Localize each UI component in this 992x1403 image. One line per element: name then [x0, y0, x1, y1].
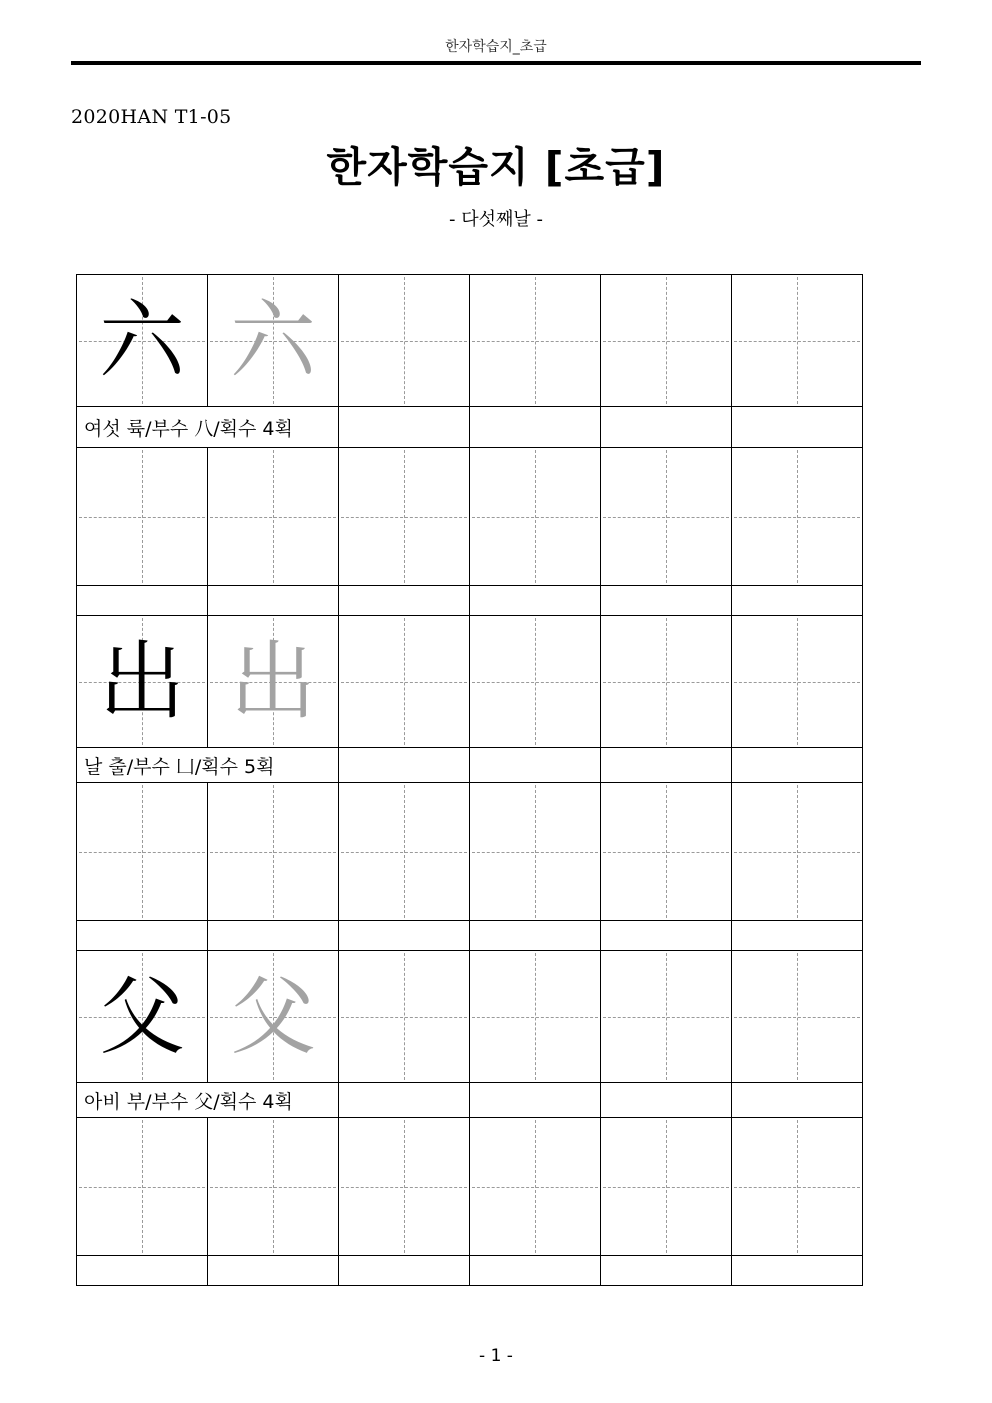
running-header: 한자학습지_초급 [445, 39, 547, 55]
info-blank-cell [732, 1083, 863, 1118]
page-subtitle: - 다섯째날 - [449, 209, 543, 230]
hanja-info: 아비 부/부수 父/획수 4획 [77, 1083, 339, 1118]
document-code: 2020HAN T1-05 [71, 106, 232, 128]
writing-cell[interactable] [339, 275, 470, 407]
practice-row [77, 783, 863, 921]
hanja-info: 날 출/부수 凵/획수 5획 [77, 748, 339, 783]
gap-cell [732, 1256, 863, 1286]
practice-row [77, 448, 863, 586]
writing-cell[interactable] [470, 1118, 601, 1256]
writing-cell[interactable] [732, 783, 863, 921]
trace-hanja: 六 [230, 290, 316, 391]
info-blank-cell [601, 1083, 732, 1118]
gap-row [77, 586, 863, 616]
gap-cell [470, 586, 601, 616]
info-row [77, 407, 863, 448]
gap-cell [732, 921, 863, 951]
writing-cell[interactable] [601, 783, 732, 921]
info-blank-cell [732, 748, 863, 783]
info-blank-cell [470, 407, 601, 448]
writing-cell[interactable] [339, 616, 470, 748]
writing-cell[interactable] [77, 448, 208, 586]
model-hanja: 父 [99, 966, 185, 1067]
model-row [77, 275, 863, 407]
writing-cell[interactable] [601, 275, 732, 407]
gap-cell [601, 1256, 732, 1286]
gap-cell [470, 921, 601, 951]
writing-cell[interactable] [470, 951, 601, 1083]
practice-sheet [76, 274, 863, 1286]
trace-cell [208, 616, 339, 748]
writing-cell[interactable] [339, 1118, 470, 1256]
hanja-info: 여섯 륙/부수 八/획수 4획 [77, 407, 339, 448]
writing-cell[interactable] [470, 275, 601, 407]
trace-cell [208, 275, 339, 407]
info-blank-cell [601, 407, 732, 448]
gap-cell [208, 1256, 339, 1286]
info-blank-cell [339, 1083, 470, 1118]
model-row [77, 616, 863, 748]
writing-cell[interactable] [601, 616, 732, 748]
writing-cell[interactable] [732, 448, 863, 586]
model-cell [77, 616, 208, 748]
gap-row [77, 921, 863, 951]
trace-cell [208, 951, 339, 1083]
page-number: - 1 - [479, 1346, 513, 1366]
info-row [77, 748, 863, 783]
gap-cell [208, 921, 339, 951]
writing-cell[interactable] [339, 448, 470, 586]
info-blank-cell [732, 407, 863, 448]
info-blank-cell [339, 748, 470, 783]
gap-cell [601, 921, 732, 951]
practice-row [77, 1118, 863, 1256]
model-cell [77, 951, 208, 1083]
gap-cell [77, 586, 208, 616]
info-blank-cell [601, 748, 732, 783]
gap-cell [470, 1256, 601, 1286]
gap-cell [601, 586, 732, 616]
writing-cell[interactable] [732, 275, 863, 407]
writing-cell[interactable] [732, 951, 863, 1083]
writing-cell[interactable] [470, 783, 601, 921]
header-rule [71, 61, 921, 65]
writing-cell[interactable] [601, 1118, 732, 1256]
writing-cell[interactable] [470, 448, 601, 586]
gap-cell [77, 921, 208, 951]
info-row [77, 1083, 863, 1118]
model-cell [77, 275, 208, 407]
page-title: 한자학습지 [초급] [326, 143, 666, 191]
writing-cell[interactable] [470, 616, 601, 748]
writing-cell[interactable] [77, 1118, 208, 1256]
trace-hanja: 出 [230, 631, 316, 732]
writing-cell[interactable] [208, 783, 339, 921]
info-blank-cell [339, 407, 470, 448]
info-blank-cell [470, 1083, 601, 1118]
trace-hanja: 父 [230, 966, 316, 1067]
gap-cell [339, 586, 470, 616]
gap-row [77, 1256, 863, 1286]
writing-cell[interactable] [339, 951, 470, 1083]
writing-cell[interactable] [77, 783, 208, 921]
gap-cell [77, 1256, 208, 1286]
writing-cell[interactable] [208, 1118, 339, 1256]
model-hanja: 六 [99, 290, 185, 391]
gap-cell [208, 586, 339, 616]
writing-cell[interactable] [601, 448, 732, 586]
writing-cell[interactable] [732, 616, 863, 748]
model-hanja: 出 [99, 631, 185, 732]
info-blank-cell [470, 748, 601, 783]
gap-cell [339, 1256, 470, 1286]
gap-cell [732, 586, 863, 616]
writing-cell[interactable] [208, 448, 339, 586]
writing-cell[interactable] [732, 1118, 863, 1256]
model-row [77, 951, 863, 1083]
gap-cell [339, 921, 470, 951]
writing-cell[interactable] [601, 951, 732, 1083]
writing-cell[interactable] [339, 783, 470, 921]
